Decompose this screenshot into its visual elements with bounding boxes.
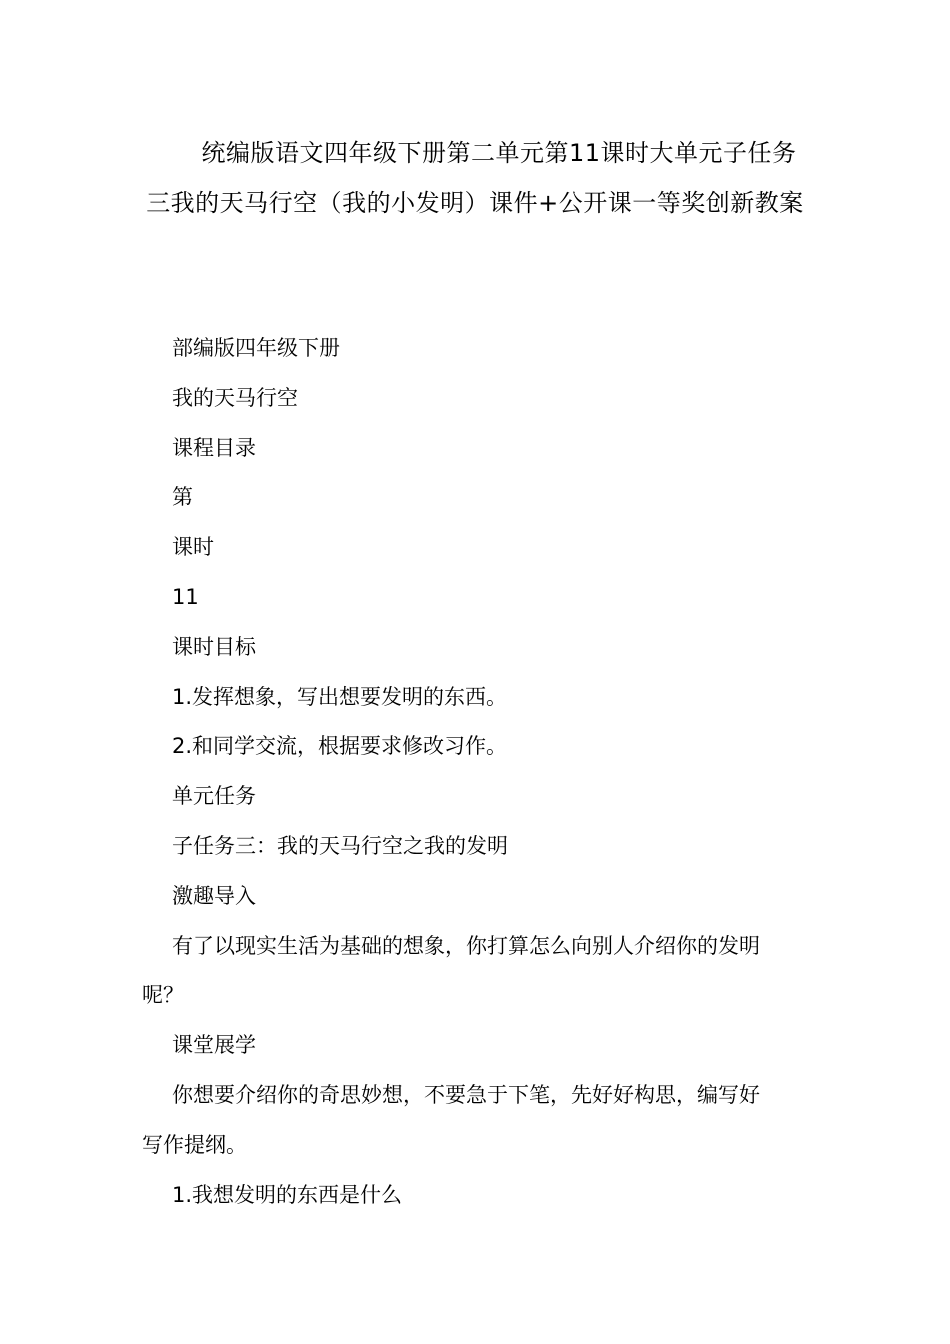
paragraph-line: 11: [172, 584, 199, 609]
paragraph-line: 1.我想发明的东西是什么: [172, 1182, 403, 1207]
document-title: [142, 128, 808, 228]
paragraph-line: 第: [172, 485, 193, 510]
paragraph-line: 课时目标: [172, 634, 256, 659]
paragraph-line: 有了以现实生活为基础的想象，你打算怎么向别人介绍你的发明: [172, 933, 760, 958]
paragraph-continuation: 写作提纲。: [142, 1132, 247, 1157]
paragraph-line: 单元任务: [172, 784, 256, 809]
paragraph-line: 课时: [172, 535, 214, 560]
paragraph-line: 子任务三：我的天马行空之我的发明: [172, 833, 508, 858]
paragraph-line: 1.发挥想象，写出想要发明的东西。: [172, 684, 508, 709]
paragraph-continuation: 呢？: [142, 983, 184, 1008]
paragraph-line: 部编版四年级下册: [172, 336, 340, 360]
document-body: [142, 324, 808, 1220]
paragraph-line: 激趣导入: [172, 883, 256, 908]
paragraph-line: 课堂展学: [172, 1033, 256, 1058]
paragraph-line: 2.和同学交流，根据要求修改习作。: [172, 734, 508, 759]
paragraph-line: 我的天马行空: [172, 385, 298, 410]
document-title-text: 统编版语文四年级下册第二单元第11课时大单元子任务三我的天马行空（我的小发明）课件+公开课一等奖创新教案: [146, 139, 804, 217]
paragraph-line: 你想要介绍你的奇思妙想，不要急于下笔，先好好构思，编写好: [172, 1082, 760, 1107]
paragraph-line: 课程目录: [172, 435, 256, 460]
